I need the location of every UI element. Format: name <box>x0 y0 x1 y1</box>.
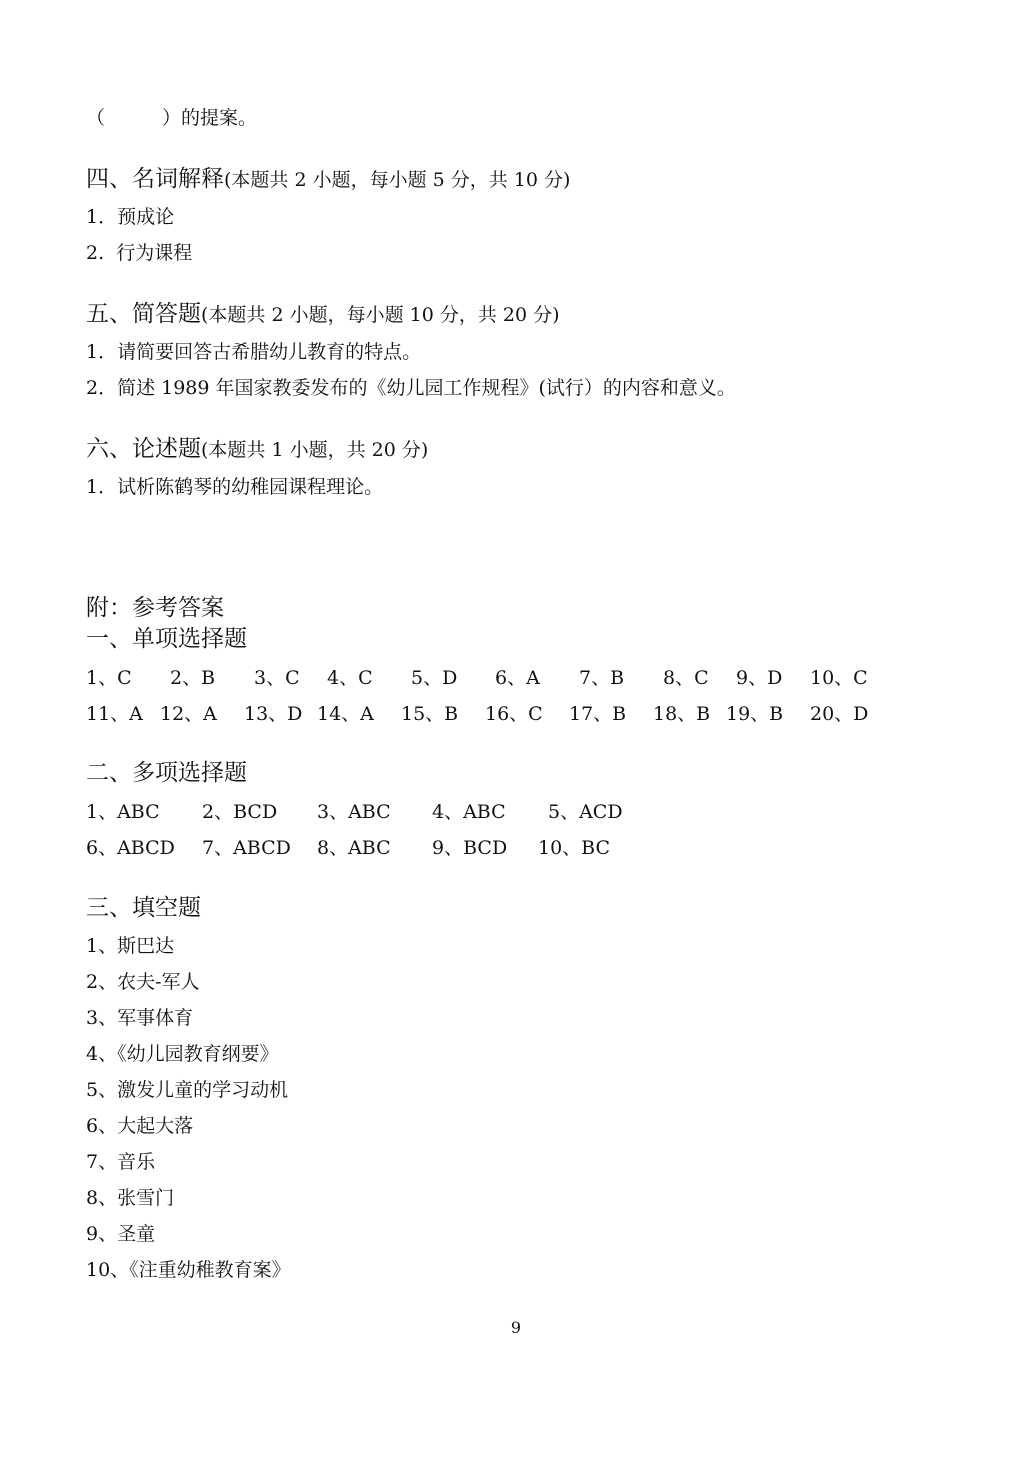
multi-choice-row-1 <box>86 800 623 824</box>
answer-cell: 7、B <box>579 667 625 689</box>
answer-cell: 8、C <box>663 667 709 689</box>
answer-cell: 9、D <box>736 667 783 689</box>
answer-cell: 2、B <box>170 667 216 689</box>
section-note: (本题共 2 小题，每小题 10 分，共 20 分) <box>201 304 560 326</box>
single-choice-row-1 <box>86 666 868 690</box>
multi-choice-row-2 <box>86 836 611 860</box>
fill-blank-title: 三、填空题 <box>86 895 201 921</box>
page-number: 9 <box>510 1318 522 1337</box>
list-item: 3、军事体育 <box>86 1007 194 1029</box>
answer-cell: 20、D <box>810 703 869 725</box>
answer-cell: 11、A <box>86 703 143 725</box>
list-item: 7、音乐 <box>86 1151 156 1173</box>
answer-cell: 8、ABC <box>317 837 391 859</box>
answer-cell: 6、ABCD <box>86 837 175 859</box>
list-item: 2、农夫-军人 <box>86 971 200 993</box>
multi-choice-title: 二、多项选择题 <box>86 760 247 786</box>
single-choice-title: 一、单项选择题 <box>86 626 247 652</box>
section-note: (本题共 1 小题，共 20 分) <box>201 439 429 461</box>
section-note: (本题共 2 小题，每小题 5 分，共 10 分) <box>224 169 571 191</box>
answer-cell: 16、C <box>485 703 543 725</box>
section-5-heading <box>86 300 560 328</box>
answer-cell: 2、BCD <box>202 801 278 823</box>
answer-cell: 10、BC <box>538 837 611 859</box>
answer-cell: 13、D <box>244 703 303 725</box>
answer-cell: 4、ABC <box>432 801 506 823</box>
list-item: 8、张雪门 <box>86 1187 175 1209</box>
list-item: 10、《注重幼稚教育案》 <box>86 1259 291 1281</box>
list-item: 1、斯巴达 <box>86 935 175 957</box>
list-item: 5、激发儿童的学习动机 <box>86 1079 289 1101</box>
answer-cell: 3、C <box>254 667 300 689</box>
answer-cell: 17、B <box>569 703 627 725</box>
section-4-heading <box>86 165 570 193</box>
list-item: 2．简述 1989 年国家教委发布的《幼儿园工作规程》(试行）的内容和意义。 <box>86 377 736 399</box>
section-title: 六、论述题 <box>86 436 201 462</box>
answer-cell: 18、B <box>653 703 711 725</box>
section-title: 五、简答题 <box>86 301 201 327</box>
list-item: 2. 行为课程 <box>86 242 193 264</box>
answer-cell: 4、C <box>327 667 373 689</box>
continued-question-line: （ ）的提案。 <box>86 107 258 129</box>
list-item: 6、大起大落 <box>86 1115 194 1137</box>
list-item: 4、《幼儿园教育纲要》 <box>86 1043 279 1065</box>
section-title: 四、名词解释 <box>86 166 224 192</box>
answer-cell: 14、A <box>317 703 374 725</box>
answer-cell: 1、ABC <box>86 801 160 823</box>
section-6-heading <box>86 435 428 463</box>
answer-cell: 5、D <box>411 667 458 689</box>
single-choice-row-2 <box>86 702 869 726</box>
answer-cell: 7、ABCD <box>202 837 291 859</box>
answer-cell: 6、A <box>495 667 540 689</box>
answer-cell: 1、C <box>86 667 132 689</box>
list-item: 1．预成论 <box>86 206 175 228</box>
list-item: 1．试析陈鹤琴的幼稚园课程理论。 <box>86 476 384 498</box>
answer-cell: 19、B <box>726 703 784 725</box>
answer-cell: 15、B <box>401 703 459 725</box>
answer-cell: 9、BCD <box>432 837 508 859</box>
answer-cell: 10、C <box>810 667 868 689</box>
answer-cell: 5、ACD <box>548 801 623 823</box>
answers-heading: 附：参考答案 <box>86 595 224 621</box>
answer-cell: 12、A <box>160 703 217 725</box>
list-item: 1．请简要回答古希腊幼儿教育的特点。 <box>86 341 422 363</box>
list-item: 9、圣童 <box>86 1223 156 1245</box>
answer-cell: 3、ABC <box>317 801 391 823</box>
